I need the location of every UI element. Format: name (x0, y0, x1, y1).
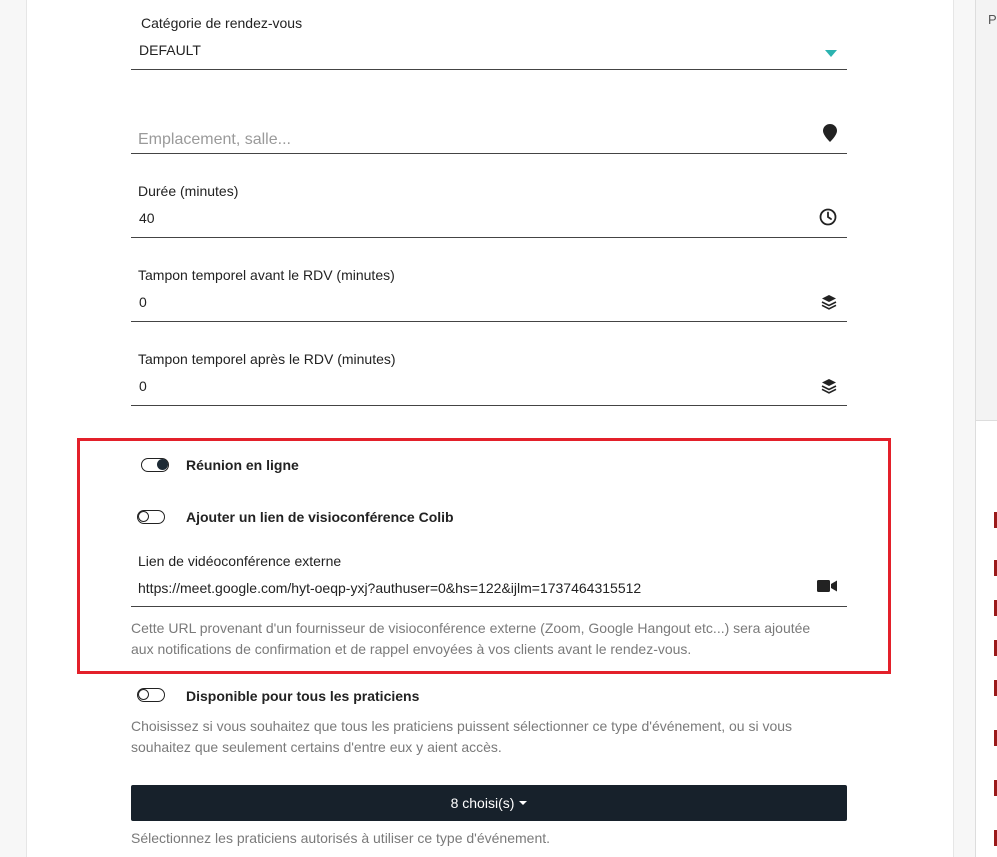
category-select[interactable] (131, 10, 847, 70)
buffer-before-value: 0 (139, 294, 147, 310)
side-panel-label: P (988, 12, 997, 27)
all-practitioners-help-line: Choisissez si vous souhaitez que tous les praticiens puissent sélectionner ce type d'événement, ou si vous (131, 718, 793, 734)
practitioners-dropdown-help: Sélectionnez les praticiens autorisés à utiliser ce type d'événement. (131, 830, 551, 846)
duration-field[interactable] (131, 172, 847, 238)
clock-icon (819, 208, 837, 226)
practitioners-dropdown-button[interactable] (131, 785, 847, 821)
all-practitioners-help (131, 716, 847, 758)
duration-label: Durée (minutes) (138, 183, 239, 199)
all-practitioners-toggle[interactable] (137, 688, 165, 702)
external-link-field[interactable] (131, 545, 847, 607)
all-practitioners-label: Disponible pour tous les praticiens (186, 688, 420, 704)
external-link-help-line: Cette URL provenant d'un fournisseur de visioconférence externe (Zoom, Google Hangout etc...) sera ajoutée (131, 620, 811, 636)
duration-value: 40 (139, 210, 155, 226)
external-link-help-line: aux notifications de confirmation et de rappel envoyées à vos clients avant le rendez-vous. (131, 641, 692, 657)
external-link-label: Lien de vidéoconférence externe (138, 553, 342, 569)
colib-link-label: Ajouter un lien de visioconférence Colib (186, 509, 454, 525)
location-field[interactable] (131, 110, 847, 154)
buffer-before-label: Tampon temporel avant le RDV (minutes) (138, 267, 395, 283)
colib-link-toggle[interactable] (137, 510, 165, 524)
buffer-before-field[interactable] (131, 256, 847, 322)
online-meeting-label: Réunion en ligne (186, 457, 299, 473)
category-value: DEFAULT (139, 42, 201, 58)
side-panel (975, 0, 997, 857)
caret-down-icon (519, 801, 527, 805)
all-practitioners-help-line: souhaitez que seulement certains d'entre eux y aient accès. (131, 739, 502, 755)
video-camera-icon (817, 579, 837, 593)
buffer-after-field[interactable] (131, 340, 847, 406)
external-link-value: https://meet.google.com/hyt-oeqp-yxj?authuser=0&hs=122&ijlm=1737464315512 (138, 580, 642, 596)
chevron-down-icon[interactable] (825, 50, 837, 57)
category-label: Catégorie de rendez-vous (141, 15, 303, 31)
online-meeting-toggle[interactable] (141, 458, 169, 472)
buffer-after-label: Tampon temporel après le RDV (minutes) (138, 351, 396, 367)
location-placeholder: Emplacement, salle... (138, 131, 291, 148)
external-link-help (131, 618, 847, 660)
map-pin-icon (823, 124, 837, 142)
layers-icon (821, 294, 837, 310)
buffer-after-value: 0 (139, 378, 147, 394)
practitioners-dropdown-label: 8 choisi(s) (450, 795, 515, 811)
side-panel-header (976, 0, 997, 421)
layers-icon (821, 378, 837, 394)
